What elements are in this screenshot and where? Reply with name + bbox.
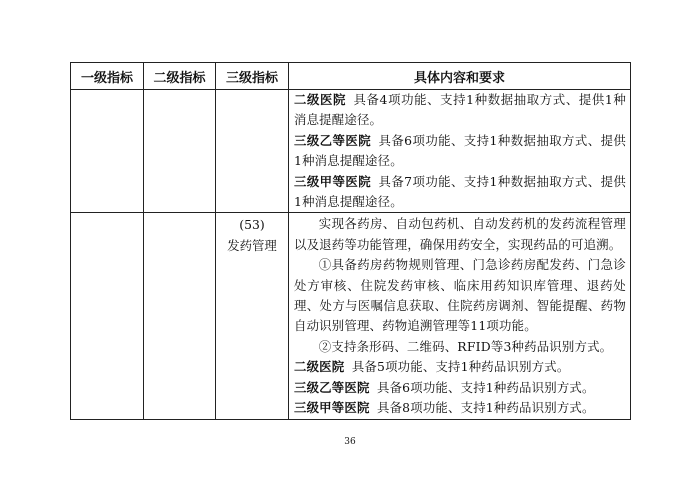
requirement-item bbox=[294, 90, 626, 131]
table-row bbox=[71, 213, 631, 419]
hospital-level-label: 三级乙等医院 bbox=[294, 379, 370, 395]
hospital-level-label: 二级医院 bbox=[294, 92, 347, 107]
table-row bbox=[71, 90, 631, 213]
indicator-name: 发药管理 bbox=[227, 237, 277, 253]
cell-level3 bbox=[216, 213, 289, 419]
requirement-item bbox=[294, 131, 626, 172]
requirement-item bbox=[294, 172, 626, 213]
requirement-text: 具备4项功能、支持1种数据抽取方式、提供1种消息提醒途径。 bbox=[294, 92, 626, 128]
cell-level1 bbox=[71, 213, 144, 419]
header-level2: 二级指标 bbox=[144, 63, 216, 90]
cell-content bbox=[289, 90, 631, 213]
hospital-level-label: 三级甲等医院 bbox=[294, 173, 372, 189]
cell-content bbox=[289, 213, 631, 419]
requirement-item bbox=[294, 398, 626, 418]
hospital-level-label: 三级乙等医院 bbox=[294, 132, 372, 148]
header-level1: 一级指标 bbox=[71, 63, 144, 90]
requirement-item bbox=[294, 357, 626, 377]
requirement-text: 具备6项功能、支持1种数据抽取方式、提供1种消息提醒途径。 bbox=[294, 132, 626, 169]
level3-indicator bbox=[216, 213, 288, 256]
table-header-row bbox=[71, 63, 631, 90]
cell-level1 bbox=[71, 90, 144, 213]
indicator-table bbox=[70, 62, 631, 420]
header-level3: 三级指标 bbox=[216, 63, 289, 90]
page-number: 36 bbox=[344, 437, 356, 447]
cell-level2 bbox=[144, 213, 216, 419]
header-content: 具体内容和要求 bbox=[289, 63, 631, 90]
requirement-text: 具备5项功能、支持1种药品识别方式。 bbox=[351, 359, 570, 375]
cell-level2 bbox=[144, 90, 216, 213]
description-paragraph: ①具备药房药物规则管理、门急诊药房配发药、门急诊处方审核、住院发药审核、临床用药知识库管理、退药处理、处方与医嘱信息获取、住院药房调剂、智能提醒、药物自动识别管理、药物追溯管理等11项功能。 bbox=[294, 257, 626, 334]
description-paragraph: ②支持条形码、二维码、RFID等3种药品识别方式。 bbox=[318, 338, 613, 354]
indicator-number: (53) bbox=[239, 217, 265, 233]
hospital-level-label: 三级甲等医院 bbox=[294, 400, 370, 416]
requirement-text: 具备6项功能、支持1种药品识别方式。 bbox=[376, 379, 595, 395]
hospital-level-label: 二级医院 bbox=[294, 359, 345, 375]
requirement-text: 具备7项功能、支持1种数据抽取方式、提供1种消息提醒途径。 bbox=[294, 173, 626, 210]
cell-level3 bbox=[216, 90, 289, 213]
description-paragraph: 实现各药房、自动包药机、自动发药机的发药流程管理以及退药等功能管理，确保用药安全，实现药品的可追溯。 bbox=[294, 216, 626, 252]
requirement-item bbox=[294, 378, 626, 398]
requirement-text: 具备8项功能、支持1种药品识别方式。 bbox=[376, 400, 595, 416]
